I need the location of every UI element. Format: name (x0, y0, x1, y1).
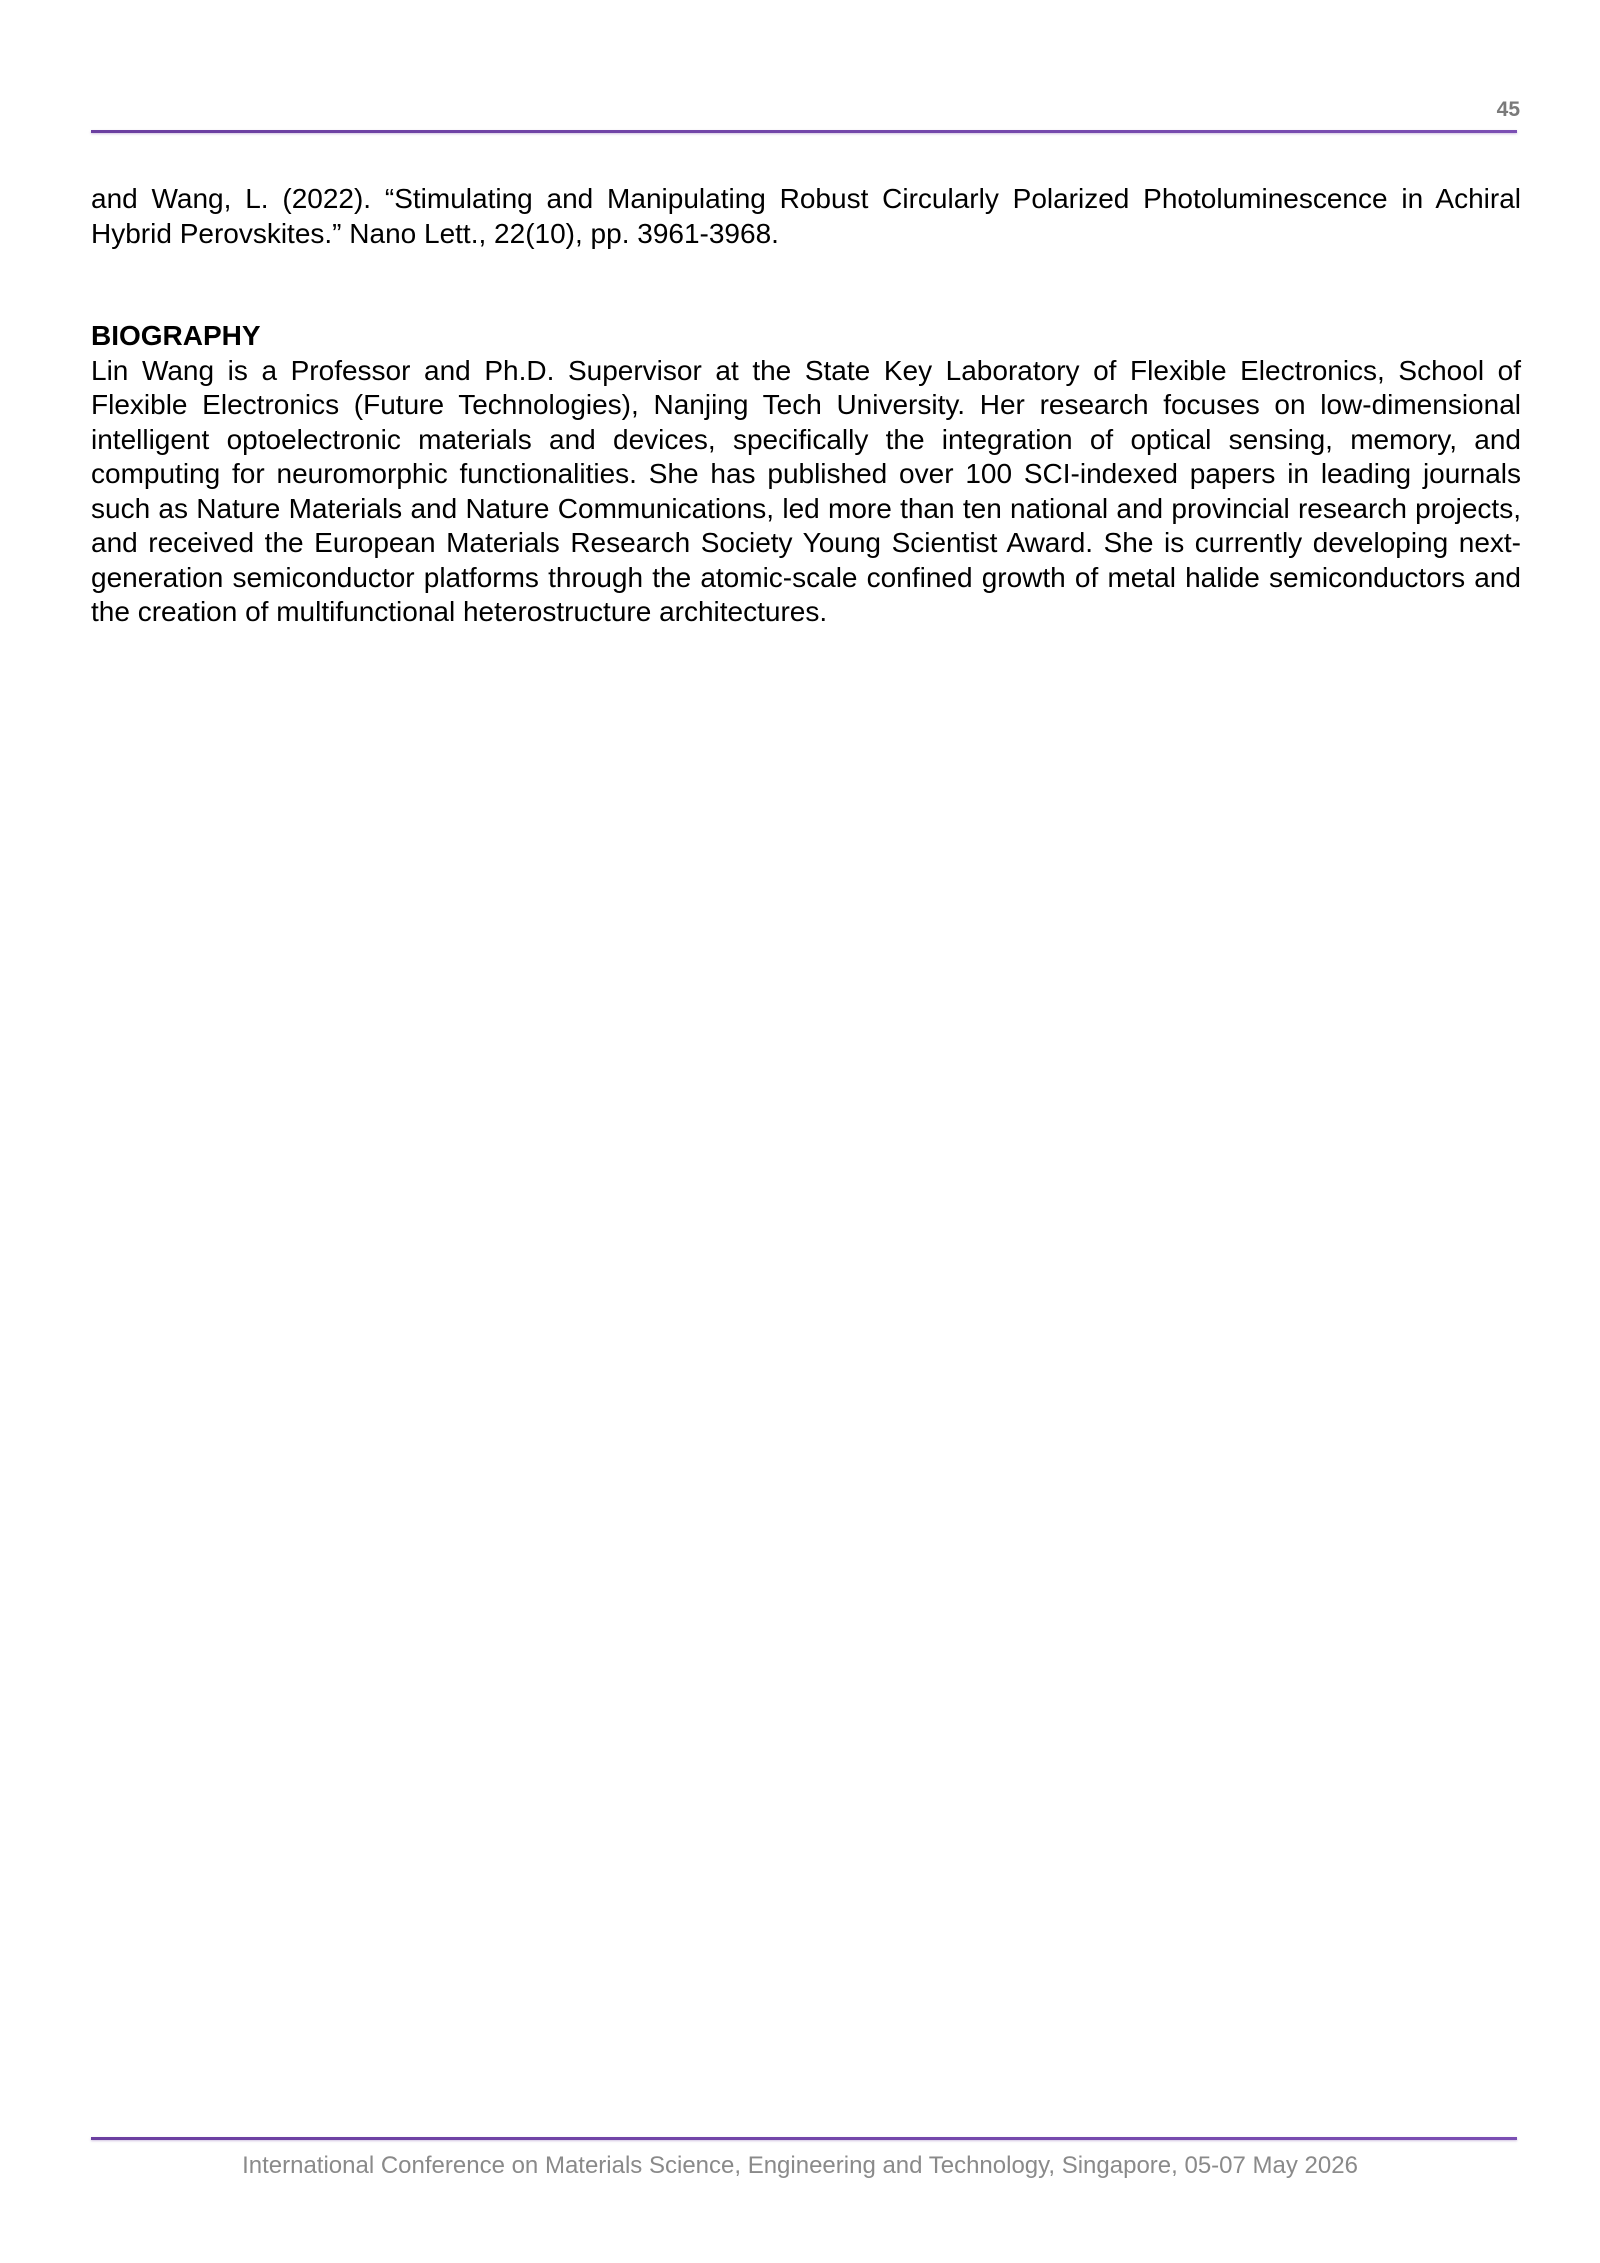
reference-continuation: and Wang, L. (2022). “Stimulating and Manipulating Robust Circularly Polarized Photoluminescence in Achiral Hybrid Perovskites.” Nano Lett., 22(10), pp. 3961-3968. (91, 183, 1521, 249)
footer-divider (91, 2137, 1517, 2140)
footer-text: International Conference on Materials Science, Engineering and Technology, Singapore, 05-07 May 2026 (242, 2152, 1358, 2179)
biography-heading: BIOGRAPHY (91, 320, 261, 351)
header-divider (91, 130, 1517, 133)
page-content (91, 182, 1521, 630)
biography-text: Lin Wang is a Professor and Ph.D. Supervisor at the State Key Laboratory of Flexible Electronics, School of Flexible Electronics (Future Technologies), Nanjing Tech University. Her research focuses on low-dimensional intelligent optoelectronic materials and devices, specifically the integration of optical sensing, memory, and computing for neuromorphic functionalities. She has published over 100 SCI-indexed papers in leading journals such as Nature Materials and Nature Communications, led more than ten national and provincial research projects, and received the European Materials Research Society Young Scientist Award. She is currently developing next-generation semiconductor platforms through the atomic-scale confined growth of metal halide semiconductors and the creation of multifunctional heterostructure architectures. (91, 354, 1521, 627)
page-number: 45 (1496, 98, 1520, 121)
